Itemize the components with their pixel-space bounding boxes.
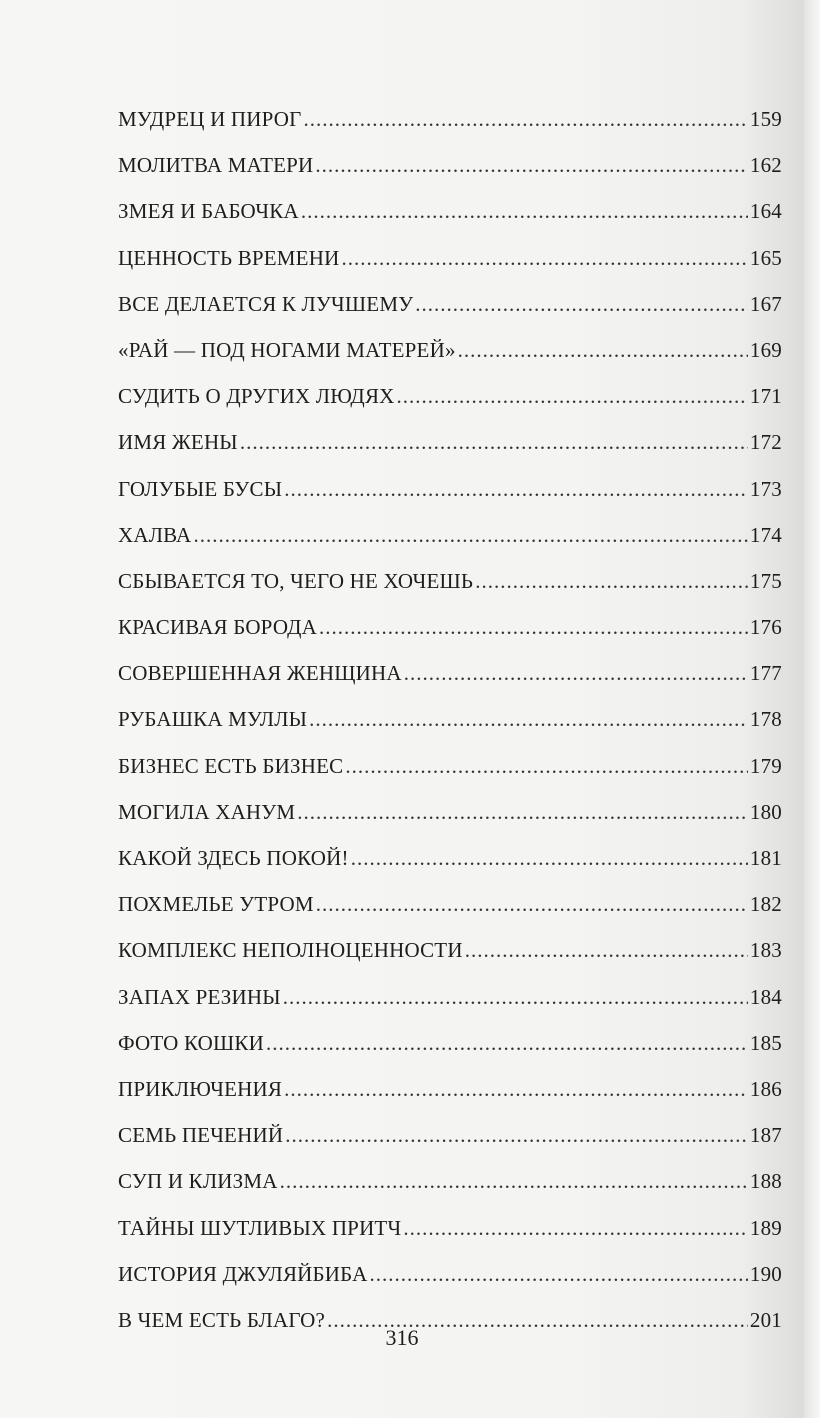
toc-entry: [118, 696, 782, 742]
toc-entry-title: В ЧЕМ ЕСТЬ БЛАГО?: [118, 1307, 326, 1332]
toc-entry-title: БИЗНЕС ЕСТЬ БИЗНЕС: [118, 753, 344, 778]
toc-entry-title: ТАЙНЫ ШУТЛИВЫХ ПРИТЧ: [118, 1215, 402, 1240]
toc-entry-page-number: 171: [749, 384, 782, 409]
toc-entry-page-number: 176: [749, 615, 782, 640]
toc-dot-leader: [397, 373, 748, 419]
toc-dot-leader: [301, 188, 748, 234]
toc-dot-leader: [351, 835, 748, 881]
toc-dot-leader: [297, 789, 748, 835]
toc-entry-page-number: 178: [749, 707, 782, 732]
toc-entry: [118, 789, 782, 835]
toc-dot-leader: [315, 142, 747, 188]
toc-entry-title: СБЫВАЕТСЯ ТО, ЧЕГО НЕ ХОЧЕШЬ: [118, 568, 474, 593]
toc-entry-page-number: 180: [749, 799, 782, 824]
toc-entry: [118, 835, 782, 881]
toc-entry-title: ЗМЕЯ И БАБОЧКА: [118, 199, 299, 224]
toc-entry-title: ЦЕННОСТЬ ВРЕМЕНИ: [118, 245, 340, 270]
toc-entry-page-number: 165: [749, 245, 782, 270]
toc-entry: [118, 327, 782, 373]
toc-entry: [118, 1158, 782, 1204]
toc-entry-title: СЕМЬ ПЕЧЕНИЙ: [118, 1123, 284, 1148]
toc-entry-title: ПОХМЕЛЬЕ УТРОМ: [118, 892, 314, 917]
toc-entry-page-number: 185: [749, 1030, 782, 1055]
toc-entry: [118, 974, 782, 1020]
toc-entry-title: КАКОЙ ЗДЕСЬ ПОКОЙ!: [118, 846, 349, 870]
toc-entry-title: КОМПЛЕКС НЕПОЛНОЦЕННОСТИ: [118, 938, 463, 963]
toc-entry-page-number: 167: [749, 291, 782, 316]
toc-entry-page-number: 183: [749, 938, 782, 963]
toc-dot-leader: [280, 1158, 748, 1204]
toc-dot-leader: [404, 650, 748, 696]
toc-entry-page-number: 174: [749, 522, 782, 547]
toc-dot-leader: [415, 281, 748, 327]
toc-entry: [118, 1251, 782, 1297]
toc-entry: [118, 188, 782, 234]
toc-entry-title: МОЛИТВА МАТЕРИ: [118, 153, 314, 178]
toc-entry-title: ГОЛУБЫЕ БУСЫ: [118, 476, 283, 501]
toc-entry: [118, 512, 782, 558]
toc-entry-page-number: 181: [749, 846, 782, 870]
toc-entry-page-number: 187: [749, 1123, 782, 1148]
table-of-contents: [118, 96, 782, 1343]
toc-entry: [118, 927, 782, 973]
toc-entry-page-number: 169: [749, 337, 782, 362]
toc-entry-page-number: 201: [749, 1307, 782, 1332]
toc-dot-leader: [285, 1112, 748, 1158]
toc-entry: [118, 743, 782, 789]
toc-entry-title: ВСЕ ДЕЛАЕТСЯ К ЛУЧШЕМУ: [118, 291, 414, 316]
toc-entry: [118, 558, 782, 604]
toc-entry-title: ИМЯ ЖЕНЫ: [118, 430, 238, 455]
toc-entry-page-number: 186: [749, 1076, 782, 1101]
toc-entry-title: СОВЕРШЕННАЯ ЖЕНЩИНА: [118, 661, 402, 686]
toc-entry: [118, 604, 782, 650]
toc-dot-leader: [316, 881, 748, 927]
toc-entry-title: ФОТО КОШКИ: [118, 1030, 264, 1055]
toc-entry-page-number: 173: [749, 476, 782, 501]
toc-entry-page-number: 188: [749, 1169, 782, 1194]
toc-entry: [118, 466, 782, 512]
toc-dot-leader: [284, 466, 748, 512]
toc-entry-page-number: 162: [749, 153, 782, 178]
toc-dot-leader: [193, 512, 747, 558]
page-edge-shadow: [804, 0, 820, 1418]
toc-entry-page-number: 189: [749, 1215, 782, 1240]
toc-dot-leader: [458, 327, 748, 373]
toc-entry-title: СУДИТЬ О ДРУГИХ ЛЮДЯХ: [118, 384, 395, 409]
toc-entry: [118, 373, 782, 419]
toc-entry-page-number: 175: [749, 568, 782, 593]
toc-entry-page-number: 177: [749, 661, 782, 686]
toc-entry-title: ХАЛВА: [118, 522, 192, 547]
toc-entry: [118, 1205, 782, 1251]
toc-entry-page-number: 190: [749, 1261, 782, 1286]
toc-entry-title: КРАСИВАЯ БОРОДА: [118, 615, 318, 640]
toc-entry-title: МУДРЕЦ И ПИРОГ: [118, 107, 302, 131]
toc-dot-leader: [283, 974, 748, 1020]
toc-entry-page-number: 164: [749, 199, 782, 224]
toc-entry-title: ЗАПАХ РЕЗИНЫ: [118, 984, 281, 1009]
toc-dot-leader: [309, 696, 748, 742]
toc-entry: [118, 650, 782, 696]
toc-entry-title: МОГИЛА ХАНУМ: [118, 799, 296, 824]
toc-entry-page-number: 159: [749, 107, 782, 131]
toc-entry-page-number: 182: [749, 892, 782, 917]
toc-entry: [118, 1112, 782, 1158]
toc-dot-leader: [319, 604, 748, 650]
toc-dot-leader: [475, 558, 748, 604]
toc-dot-leader: [465, 927, 748, 973]
toc-entry-title: РУБАШКА МУЛЛЫ: [118, 707, 308, 732]
toc-entry: [118, 1020, 782, 1066]
toc-dot-leader: [403, 1205, 748, 1251]
toc-dot-leader: [303, 96, 747, 142]
toc-dot-leader: [266, 1020, 748, 1066]
toc-entry-title: «РАЙ — ПОД НОГАМИ МАТЕРЕЙ»: [118, 337, 456, 362]
page-number: 316: [385, 1325, 419, 1350]
toc-entry: [118, 235, 782, 281]
toc-entry-page-number: 179: [749, 753, 782, 778]
toc-entry-page-number: 184: [749, 984, 782, 1009]
toc-dot-leader: [341, 235, 747, 281]
toc-entry: [118, 419, 782, 465]
toc-dot-leader: [370, 1251, 748, 1297]
toc-entry: [118, 881, 782, 927]
toc-entry-title: СУП И КЛИЗМА: [118, 1169, 278, 1194]
toc-dot-leader: [284, 1066, 748, 1112]
toc-entry: [118, 1066, 782, 1112]
toc-entry: [118, 142, 782, 188]
toc-entry: [118, 281, 782, 327]
toc-dot-leader: [240, 419, 748, 465]
toc-entry: [118, 96, 782, 142]
toc-entry-title: ПРИКЛЮЧЕНИЯ: [118, 1076, 283, 1101]
toc-entry-page-number: 172: [749, 430, 782, 455]
toc-entry-title: ИСТОРИЯ ДЖУЛЯЙБИБА: [118, 1261, 368, 1286]
toc-dot-leader: [345, 743, 748, 789]
